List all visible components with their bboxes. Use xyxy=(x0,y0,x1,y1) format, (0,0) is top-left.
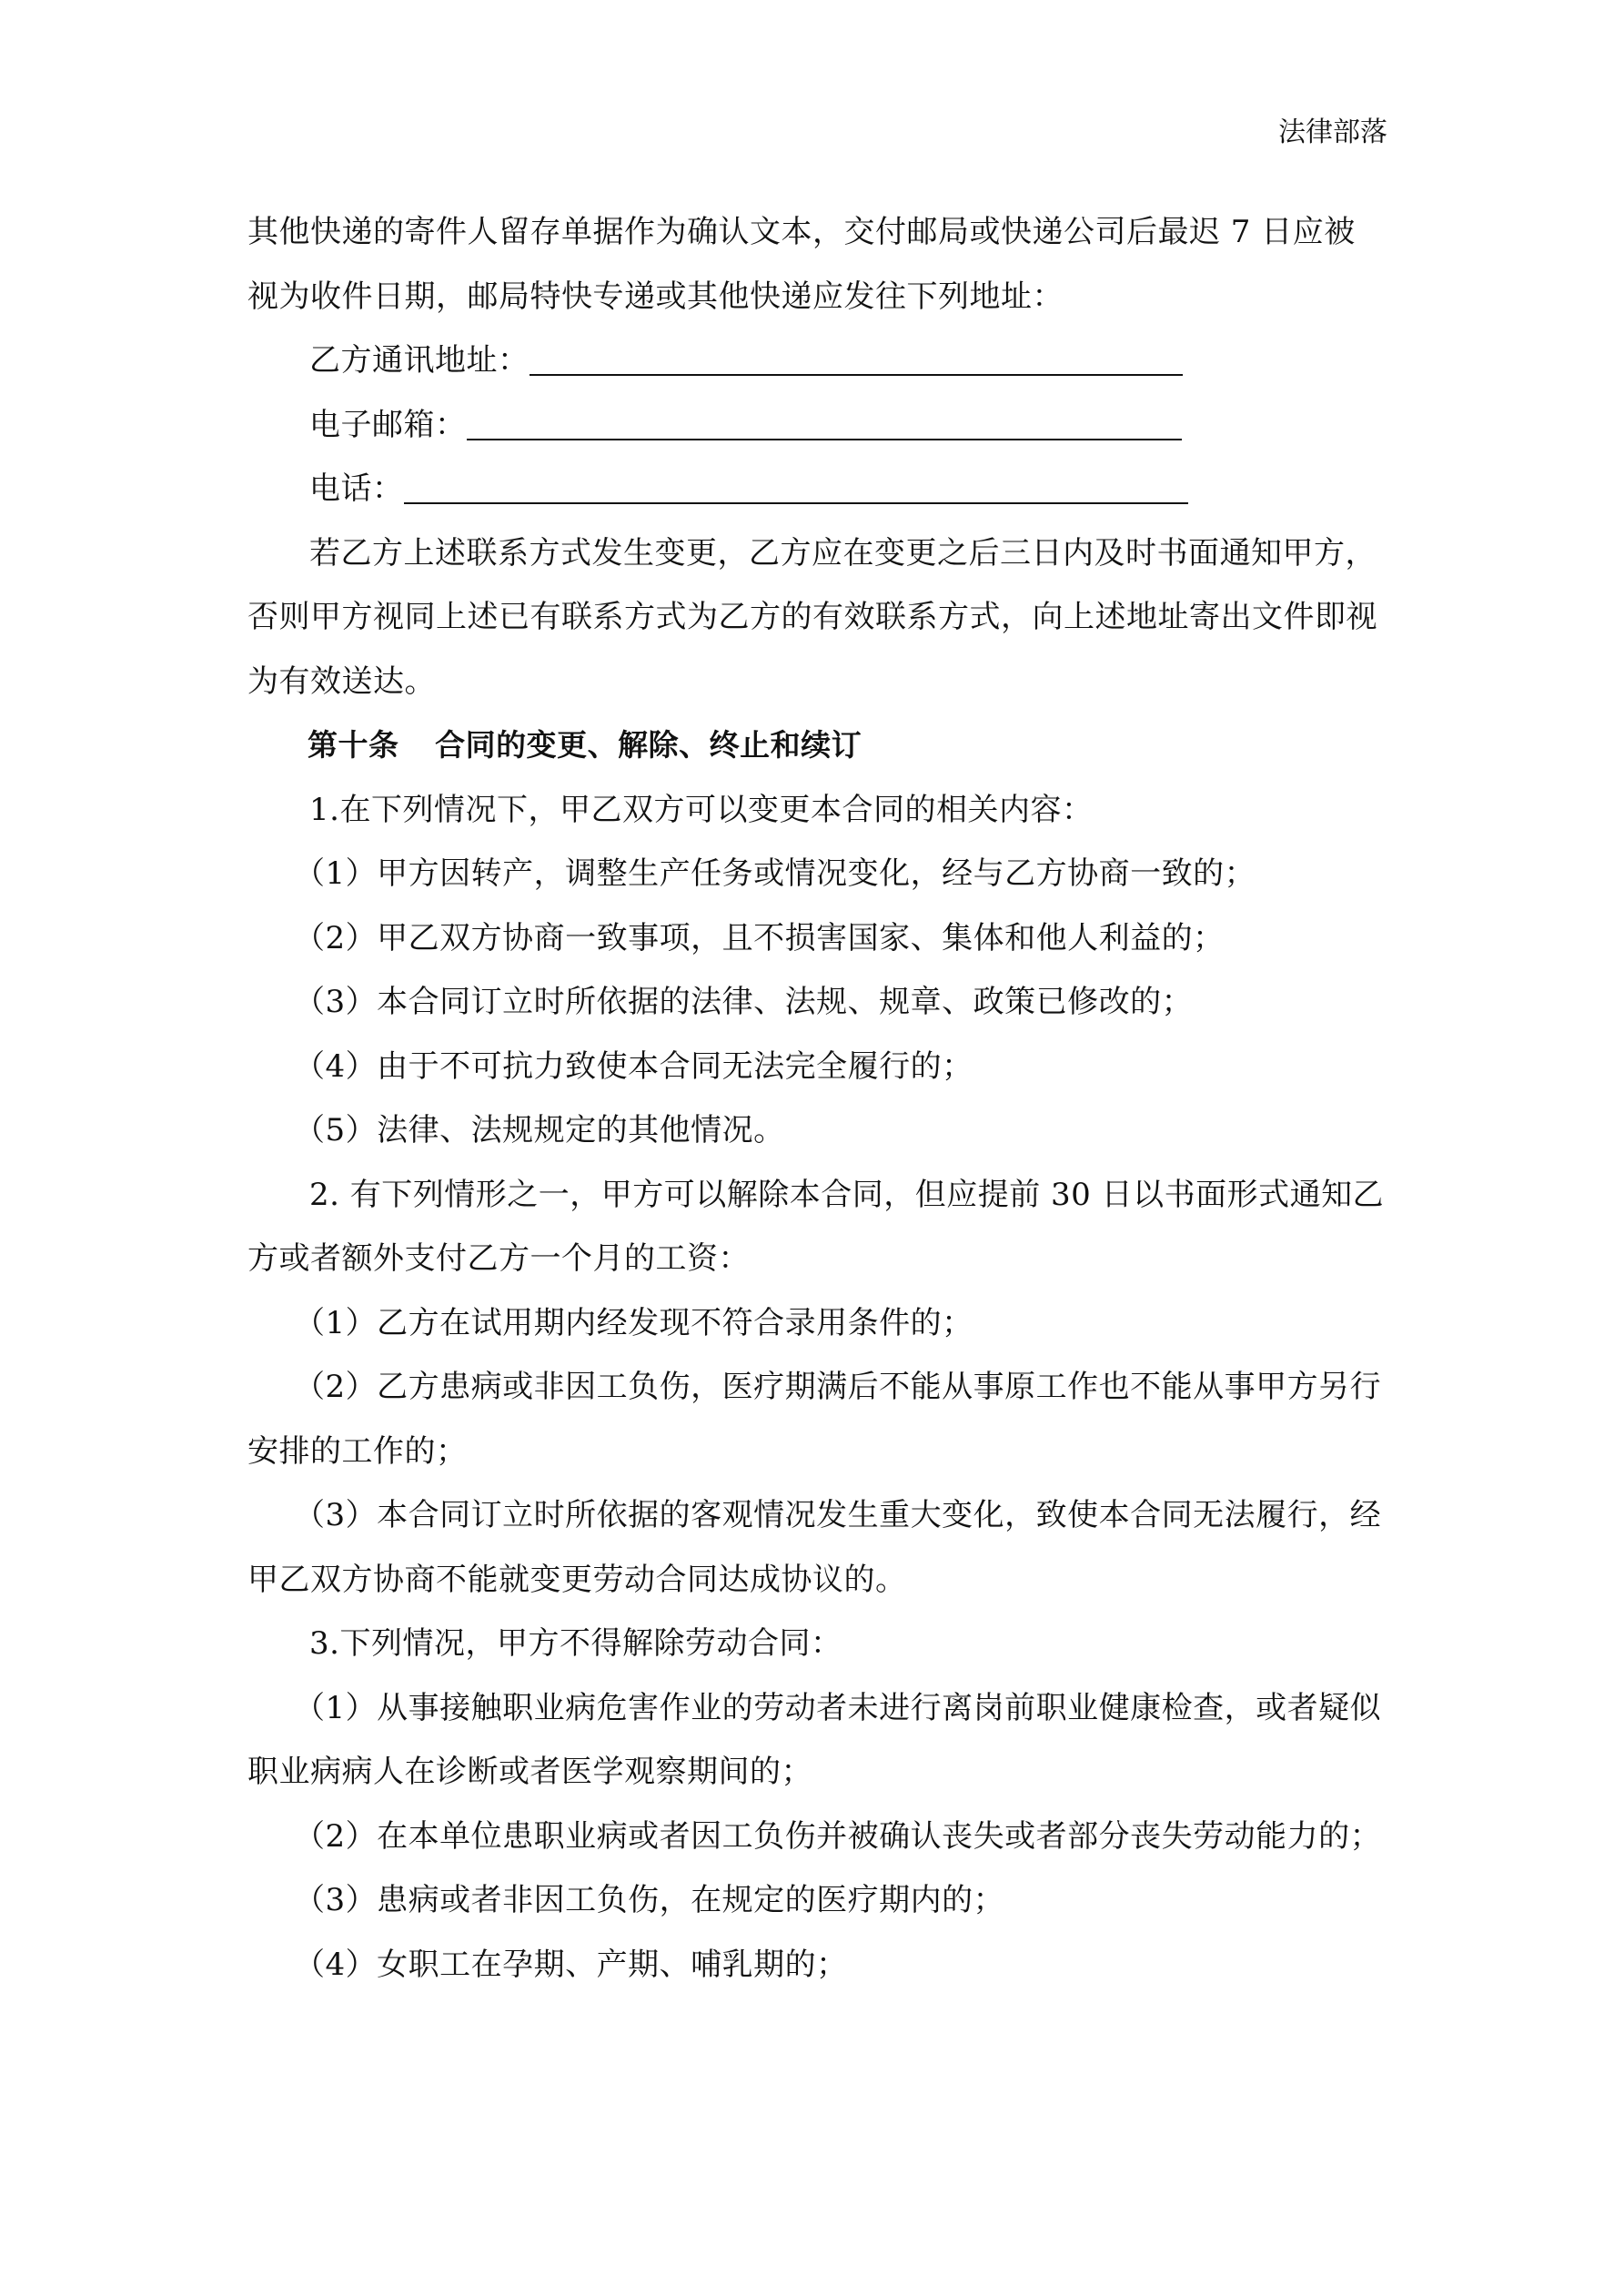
email-blank[interactable] xyxy=(467,399,1182,440)
phone-blank[interactable] xyxy=(404,462,1188,504)
article-number: 第十条 xyxy=(308,727,399,763)
section-2-item: （2）乙方患病或非因工负伤，医疗期满后不能从事原工作也不能从事甲方另行安排的工作的； xyxy=(247,1369,1382,1470)
section-3-item: （4）女职工在孕期、产期、哺乳期的； xyxy=(294,1946,848,1983)
email-label: 电子邮箱： xyxy=(309,406,467,443)
document-body xyxy=(247,200,1385,1997)
email-fill-line xyxy=(247,393,1385,458)
section-3-item: （2）在本单位患职业病或者因工负伤并被确认丧失或者部分丧失劳动能力的； xyxy=(294,1817,1382,1855)
section-1-item: （5）法律、法规规定的其他情况。 xyxy=(294,1112,785,1148)
article-title: 合同的变更、解除、终止和续订 xyxy=(435,727,862,763)
section-3-item: （3）患病或者非因工负伤，在规定的医疗期内的； xyxy=(294,1882,1005,1918)
address-fill-line xyxy=(247,329,1385,393)
section-2-intro: 2. 有下列情形之一，甲方可以解除本合同，但应提前 30 日以书面形式通知乙方或者额外支付乙方一个月的工资： xyxy=(247,1176,1385,1277)
section-1-item: （3）本合同订立时所依据的法律、法规、规章、政策已修改的； xyxy=(294,984,1194,1020)
phone-fill-line xyxy=(247,457,1385,521)
section-3-intro: 3.下列情况，甲方不得解除劳动合同： xyxy=(309,1625,842,1662)
section-1-item: （1）甲方因转产，调整生产任务或情况变化，经与乙方协商一致的； xyxy=(294,855,1256,892)
address-label: 乙方通讯地址： xyxy=(309,342,530,379)
section-3-item: （1）从事接触职业病危害作业的劳动者未进行离岗前职业健康检查，或者疑似职业病病人在诊断或者医学观察期间的； xyxy=(247,1689,1382,1790)
phone-label: 电话： xyxy=(309,470,404,507)
section-1-item: （4）由于不可抗力致使本合同无法完全履行的； xyxy=(294,1047,973,1085)
section-2-item: （3）本合同订立时所依据的客观情况发生重大变化，致使本合同无法履行，经甲乙双方协商不能就变更劳动合同达成协议的。 xyxy=(247,1497,1382,1598)
article-10-heading xyxy=(247,713,1385,778)
section-1-item: （2）甲乙双方协商一致事项，且不损害国家、集体和他人利益的； xyxy=(294,919,1225,956)
address-blank[interactable] xyxy=(530,334,1183,376)
section-2-item: （1）乙方在试用期内经发现不符合录用条件的； xyxy=(294,1304,973,1341)
paragraph-contact-change: 若乙方上述联系方式发生变更，乙方应在变更之后三日内及时书面通知甲方，否则甲方视同上述已有联系方式为乙方的有效联系方式，向上述地址寄出文件即视为有效送达。 xyxy=(247,534,1377,700)
section-1-intro: 1.在下列情况下，甲乙双方可以变更本合同的相关内容： xyxy=(309,791,1094,828)
header-brand: 法律部落 xyxy=(1278,116,1387,148)
paragraph-delivery-terms: 其他快递的寄件人留存单据作为确认文本，交付邮局或快递公司后最迟 7 日应被视为收件日期，邮局特快专递或其他快递应发往下列地址： xyxy=(247,214,1356,315)
